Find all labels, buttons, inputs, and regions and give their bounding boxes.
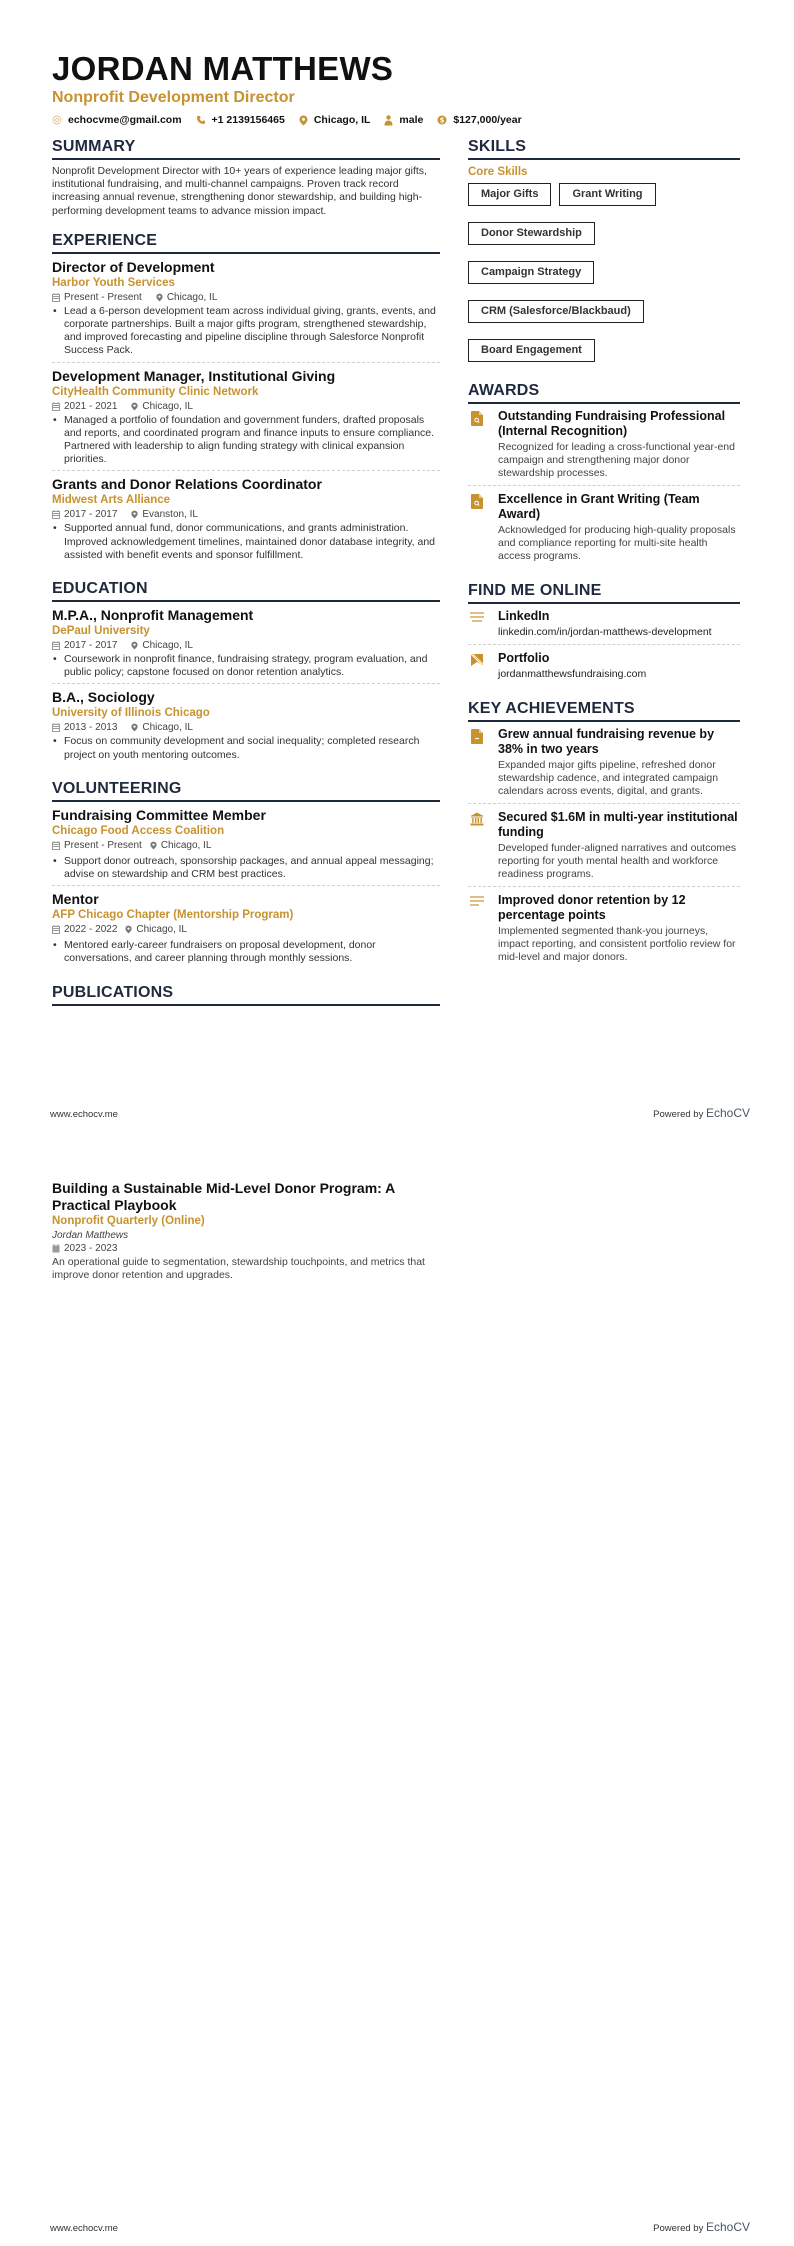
education-bullet: • Coursework in nonprofit finance, fundraising strategy, program evaluation, and public policy; capstone focused on donor retention analytics. (52, 653, 440, 679)
location-pin-icon (125, 925, 132, 934)
education-bullets (52, 735, 440, 761)
education-meta (52, 639, 440, 652)
location-pin-icon (131, 402, 138, 411)
job-bullets (52, 305, 440, 358)
education-heading: EDUCATION (52, 580, 440, 602)
skills-heading: SKILLS (468, 138, 740, 160)
volunteer-bullets (52, 939, 440, 965)
calendar-icon (52, 641, 60, 650)
publication-description: An operational guide to segmentation, stewardship touchpoints, and metrics that improve donor retention and upgrades. (52, 1256, 425, 1281)
footer-powered (653, 2220, 750, 2234)
school: DePaul University (52, 625, 150, 638)
education-bullets (52, 653, 440, 679)
phone-icon (196, 115, 206, 125)
achievement-title: Grew annual fundraising revenue by 38% in two years (498, 727, 715, 756)
publication-dates: 2023 - 2023 (64, 1243, 118, 1254)
candidate-name: JORDAN MATTHEWS (52, 50, 394, 87)
location-pin-icon (150, 841, 157, 850)
calendar-icon (52, 723, 60, 732)
location-pin-icon (299, 115, 308, 126)
bookmark-slash-icon (468, 651, 486, 681)
achievement-title: Secured $1.6M in multi-year institutional funding (498, 810, 738, 839)
publication-title: Building a Sustainable Mid-Level Donor Program: A Practical Playbook (52, 1180, 395, 1213)
online-label: Portfolio (498, 651, 550, 665)
job-organization: Midwest Arts Alliance (52, 494, 171, 507)
person-icon (384, 115, 393, 126)
document-minus-icon (468, 727, 486, 798)
job-bullets (52, 522, 440, 562)
degree: M.P.A., Nonprofit Management (52, 607, 254, 624)
award-item (468, 492, 740, 568)
summary-section (52, 138, 440, 218)
at-icon (52, 115, 62, 125)
contact-location-text: Chicago, IL (313, 114, 371, 126)
volunteer-meta (52, 839, 440, 852)
education-location: Chicago, IL (142, 722, 193, 734)
experience-heading: EXPERIENCE (52, 232, 440, 254)
volunteer-location: Chicago, IL (160, 839, 212, 851)
footer-powered (653, 1106, 750, 1120)
skill-chip: CRM (Salesforce/Blackbaud) (468, 300, 644, 323)
achievement-description: Developed funder-aligned narratives and outcomes reporting for youth mental health and workforce readiness programs. (498, 842, 737, 880)
awards-heading: AWARDS (468, 382, 740, 404)
job-location: Evanston, IL (142, 509, 198, 521)
experience-entry (52, 476, 440, 566)
page-footer (50, 2220, 750, 2234)
summary-heading: SUMMARY (52, 138, 440, 160)
award-item (468, 409, 740, 486)
award-description: Recognized for leading a cross-functional year-end campaign and strengthening major donor stewardship processes. (498, 441, 735, 479)
award-title: Excellence in Grant Writing (Team Award) (498, 492, 700, 521)
achievement-title: Improved donor retention by 12 percentage points (498, 893, 686, 922)
contact-phone-text: +1 2139156465 (211, 114, 285, 126)
school: University of Illinois Chicago (52, 707, 210, 720)
volunteer-location: Chicago, IL (136, 924, 187, 936)
contact-salary-text: $127,000/year (453, 114, 522, 126)
summary-text: Nonprofit Development Director with 10+ years of experience leading major gifts, institutional fundraising, and multi-channel campaigns. Proven track record increasing annual revenue, strengthening donor stewardship, and building high-performing development teams to advance mission impact. (52, 165, 427, 217)
page-footer (50, 1106, 750, 1120)
job-bullets (52, 414, 440, 467)
experience-section (52, 232, 440, 566)
publication-author: Jordan Matthews (52, 1230, 129, 1241)
achievement-item (468, 727, 740, 804)
education-meta (52, 721, 440, 734)
svg-text:$: $ (439, 116, 445, 125)
job-bullet: • Lead a 6-person development team across individual giving, grants, events, and corporate partnerships. Built a major gifts program, strengthened stewardship, and improved forecasting and pipeline discipline through Salesforce Nonprofit Success Pack. (52, 305, 440, 358)
contact-bar (52, 114, 752, 126)
award-title: Outstanding Fundraising Professional (Internal Recognition) (498, 409, 726, 438)
volunteer-bullets (52, 855, 440, 881)
education-dates: 2017 - 2017 (64, 640, 118, 652)
job-role: Development Manager, Institutional Giving (52, 367, 336, 384)
achievement-description: Implemented segmented thank-you journeys, impact reporting, and consistent portfolio review for mid-level and major donors. (498, 925, 736, 963)
footer-brand[interactable]: EchoCV (705, 2220, 750, 2234)
contact-gender (384, 114, 423, 126)
footer-powered-label: Powered by (653, 1109, 704, 1120)
education-dates: 2013 - 2013 (64, 722, 118, 734)
online-link[interactable]: jordanmatthewsfundraising.com (498, 668, 647, 680)
volunteering-entry (52, 891, 440, 969)
publications-section (52, 984, 440, 1006)
right-column (468, 138, 740, 983)
publication-meta (52, 1242, 440, 1255)
education-location: Chicago, IL (142, 640, 193, 652)
volunteering-heading: VOLUNTEERING (52, 780, 440, 802)
volunteer-bullet: • Support donor outreach, sponsorship packages, and annual appeal messaging; advise on stewardship and CRM best practices. (52, 855, 440, 881)
volunteer-meta (52, 923, 440, 936)
document-search-icon (468, 409, 486, 480)
resume-page-2 (0, 1123, 794, 2246)
online-section (468, 582, 740, 686)
volunteer-dates: Present - Present (64, 839, 142, 851)
job-organization: CityHealth Community Clinic Network (52, 385, 259, 398)
left-column (52, 138, 440, 1020)
experience-entry (52, 259, 440, 363)
footer-website[interactable]: www.echocv.me (50, 2223, 118, 2234)
education-entry (52, 607, 440, 684)
volunteer-organization: Chicago Food Access Coalition (52, 824, 225, 837)
volunteer-organization: AFP Chicago Chapter (Mentorship Program) (52, 909, 294, 922)
footer-brand[interactable]: EchoCV (705, 1106, 750, 1120)
job-location: Chicago, IL (166, 291, 218, 303)
education-entry (52, 689, 440, 765)
menu-lines-icon (468, 893, 486, 964)
skill-chip: Board Engagement (468, 339, 595, 362)
job-role: Grants and Donor Relations Coordinator (52, 476, 322, 493)
online-link[interactable]: linkedin.com/in/jordan-matthews-development (498, 626, 712, 638)
awards-section (468, 382, 740, 568)
online-item-portfolio[interactable] (468, 651, 740, 686)
volunteer-role: Fundraising Committee Member (52, 806, 266, 823)
job-dates: 2017 - 2017 (64, 509, 118, 521)
job-dates: Present - Present (64, 291, 142, 303)
skills-section (468, 138, 740, 362)
contact-location (299, 114, 371, 126)
contact-gender-text: male (399, 114, 424, 126)
contact-email[interactable] (52, 114, 182, 126)
location-pin-icon (131, 510, 138, 519)
job-meta (52, 508, 440, 521)
skills-chips (468, 183, 740, 362)
publication-entry (52, 1180, 440, 1282)
calendar-icon (52, 1244, 60, 1253)
volunteering-section (52, 780, 440, 970)
location-pin-icon (131, 723, 138, 732)
job-organization: Harbor Youth Services (52, 276, 175, 289)
volunteer-dates: 2022 - 2022 (64, 924, 118, 936)
calendar-icon (52, 402, 60, 411)
bank-icon (468, 810, 486, 881)
volunteer-role: Mentor (52, 891, 99, 908)
document-search-icon (468, 492, 486, 563)
achievements-section (468, 700, 740, 969)
job-meta (52, 291, 440, 304)
skills-group-name: Core Skills (468, 166, 528, 178)
calendar-icon (52, 925, 60, 934)
footer-website[interactable]: www.echocv.me (50, 1109, 118, 1120)
volunteering-entry (52, 807, 440, 886)
menu-lines-icon (468, 609, 486, 639)
publication-publisher: Nonprofit Quarterly (Online) (52, 1215, 205, 1227)
experience-entry (52, 368, 440, 472)
skill-chip: Grant Writing (559, 183, 655, 206)
volunteer-bullet: • Mentored early-career fundraisers on proposal development, donor conversations, and career planning through monthly sessions. (52, 939, 440, 965)
job-role: Director of Development (52, 258, 215, 275)
job-meta (52, 400, 440, 413)
degree: B.A., Sociology (52, 689, 155, 706)
calendar-icon (52, 293, 60, 302)
job-bullet: • Supported annual fund, donor communications, and grants administration. Improved acknowledgement timelines, maintained donor database integrity, and assisted with benefit events and sponsor fulfillment. (52, 522, 440, 562)
skill-chip: Major Gifts (468, 183, 551, 206)
footer-powered-label: Powered by (653, 2223, 704, 2234)
skill-chip: Donor Stewardship (468, 222, 595, 245)
online-label: LinkedIn (498, 609, 550, 623)
resume-header (52, 50, 752, 126)
contact-phone[interactable] (196, 114, 285, 126)
achievements-heading: KEY ACHIEVEMENTS (468, 700, 740, 722)
online-heading: FIND ME ONLINE (468, 582, 740, 604)
location-pin-icon (131, 641, 138, 650)
calendar-icon (52, 510, 60, 519)
publications-heading: PUBLICATIONS (52, 984, 440, 1006)
job-location: Chicago, IL (142, 400, 193, 412)
award-description: Acknowledged for producing high-quality proposals and compliance reporting for multi-site health access programs. (498, 524, 736, 562)
candidate-title: Nonprofit Development Director (52, 89, 295, 106)
job-dates: 2021 - 2021 (64, 400, 118, 412)
contact-email-text: echocvme@gmail.com (68, 114, 182, 126)
location-pin-icon (156, 293, 163, 302)
achievement-description: Expanded major gifts pipeline, refreshed donor stewardship cadence, and integrated campaign calendars across events, digital, and grants. (498, 759, 719, 797)
online-item-linkedin[interactable] (468, 609, 740, 645)
achievement-item (468, 893, 740, 969)
education-bullet: • Focus on community development and social inequality; completed research project on youth mentoring outcomes. (52, 735, 440, 761)
contact-salary (437, 114, 521, 126)
education-section (52, 580, 440, 766)
job-bullet: • Managed a portfolio of foundation and government funders, drafted proposals and reports, and coordinated program and finance inputs to ensure compliance. Partnered with leadership to align funding strategy with clinical expansion priorities. (52, 414, 440, 467)
calendar-icon (52, 841, 60, 850)
dollar-icon (437, 115, 447, 125)
achievement-item (468, 810, 740, 887)
skill-chip: Campaign Strategy (468, 261, 594, 284)
